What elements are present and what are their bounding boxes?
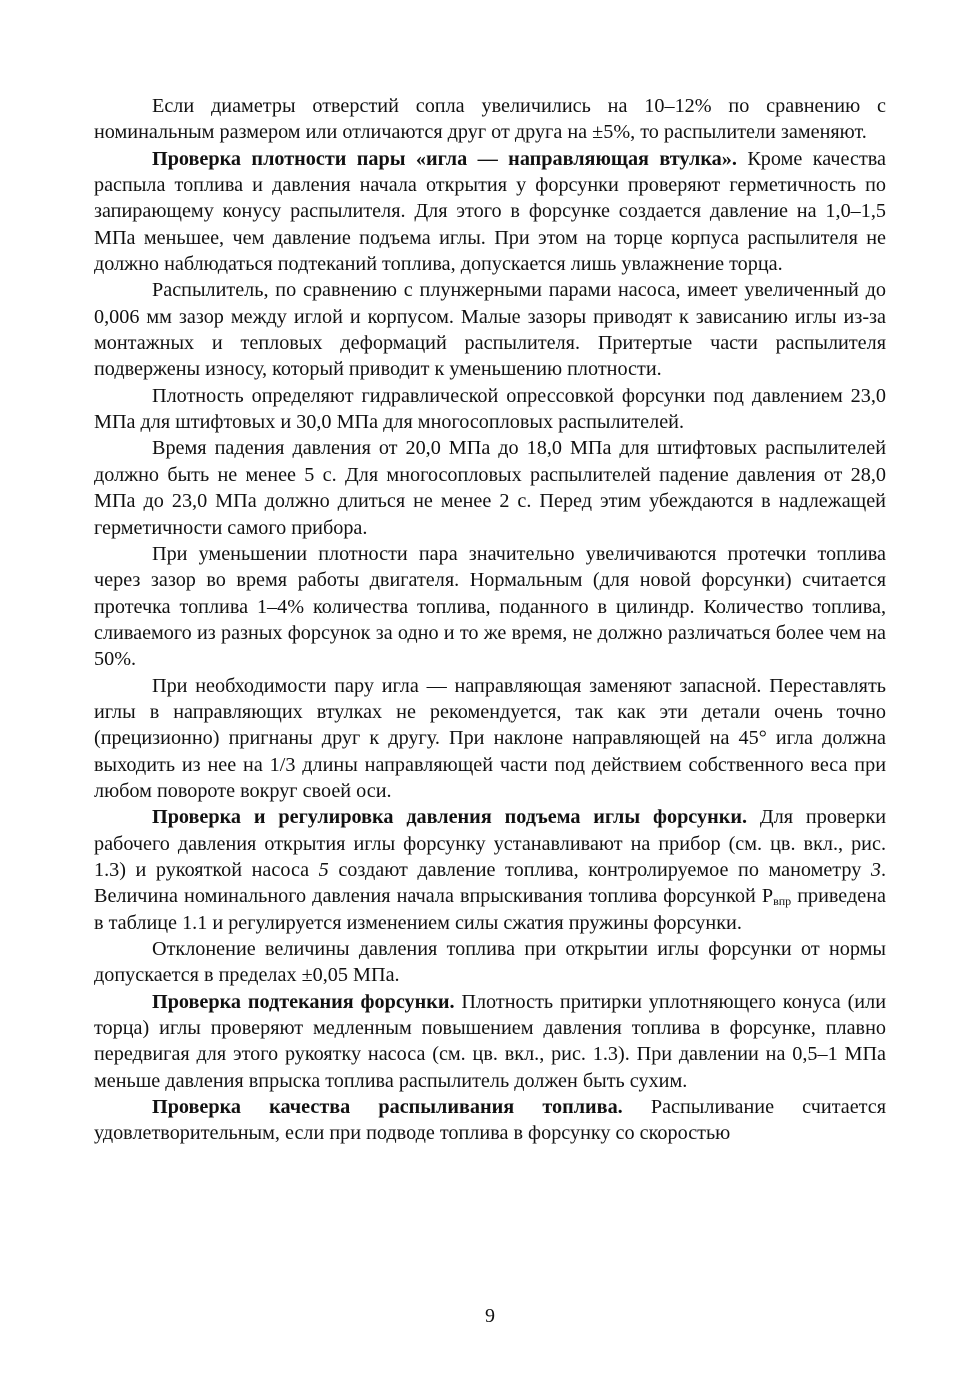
paragraph-heading: Проверка и регулировка давления подъема иглы форсунки. — [152, 806, 748, 829]
paragraph-opening-pressure — [94, 804, 886, 936]
paragraph-fuel-leakage — [94, 541, 886, 673]
page-number: 9 — [485, 1305, 495, 1327]
paragraph-spray-quality — [94, 1094, 886, 1147]
paragraph-text: Плотность определяют гидравлической опрессовкой форсунки под давлением 23,0 МПа для штифтовых и 30,0 МПа для многосопловых распылителей. — [94, 384, 886, 434]
paragraph-text: При уменьшении плотности пара значительно увеличиваются протечки топлива через зазор во время работы двигателя. Нормальным (для новой форсунки) считается протечка топлива 1–4% количества топлива, поданного в цилиндр. Количество топлива, сливаемого из разных форсунок за одно и то же время, не должно различаться более чем на 50%. — [94, 542, 886, 671]
paragraph-text: При необходимости пару игла — направляющая заменяют запасной. Переставлять иглы в направляющих втулках не рекомендуется, так как эти детали очень точно (прецизионно) пригнаны друг к другу. При наклоне направляющей на 45° игла должна выходить из нее на 1/3 длины направляющей части под действием собственного веса при любом повороте вокруг своей оси. — [94, 674, 886, 802]
paragraph-sprayer-gap — [94, 277, 886, 382]
paragraph-needle-pair-tightness — [94, 146, 886, 278]
paragraph-density-test — [94, 383, 886, 436]
paragraph-pressure-drop-time — [94, 435, 886, 540]
document-page — [94, 93, 886, 1147]
paragraph-text: создают давление топлива, контролируемое по манометру — [328, 858, 871, 881]
manometer-number: 3 — [870, 858, 881, 881]
paragraph-heading: Проверка плотности пары «игла — направляющая втулка». — [152, 147, 737, 170]
paragraph-text: Кроме качества распыла топлива и давления начала открытия у форсунки проверяют герметичность по запирающему конусу распылителя. Для этого в форсунке создается давление на 1,0–1,5 МПа меньшее, чем давление подъема иглы. При этом на торце корпуса распылителя не должно наблюдаться подтеканий топлива, допускается лишь увлажнение торца. — [94, 147, 886, 276]
paragraph-text: Для проверки рабочего давления открытия иглы форсунку устанавливают на прибор (см. цв. вкл., рис. 1.3) и рукояткой насоса — [94, 806, 886, 881]
injection-pressure-subscript: впр — [773, 894, 792, 909]
paragraph-text: Распылитель, по сравнению с плунжерными парами насоса, имеет увеличенный до 0,006 мм зазор между иглой и корпусом. Малые зазоры приводят к зависанию иглы из-за монтажных и тепловых деформаций распылителя. Притертые части распылителя подвержены износу, который приводит к уменьшению плотности. — [94, 279, 886, 381]
paragraph-text: Распыливание считается удовлетворительным, если при подводе топлива в форсунку со скоростью — [94, 1096, 886, 1145]
paragraph-text: приведена в таблице 1.1 и регулируется изменением силы сжатия пружины форсунки. — [94, 885, 886, 934]
paragraph-heading: Проверка подтекания форсунки. — [152, 990, 455, 1013]
paragraph-needle-replacement — [94, 673, 886, 805]
paragraph-leakage-check — [94, 989, 886, 1094]
paragraph-text: Отклонение величины давления топлива при открытии иглы форсунки от нормы допускается в пределах ±0,05 МПа. — [94, 938, 886, 987]
paragraph-heading: Проверка качества распыливания топлива. — [152, 1096, 623, 1119]
paragraph-text: . Величина номинального давления начала впрыскивания топлива форсункой Р — [94, 858, 886, 908]
paragraph-text: Если диаметры отверстий сопла увеличились на 10–12% по сравнению с номинальным размером или отличаются друг от друга на ±5%, то распылители заменяют. — [94, 95, 886, 144]
paragraph-text: Плотность притирки уплотняющего конуса (или торца) иглы проверяют медленным повышением давления топлива в форсунке, плавно передвигая для этого рукоятку насоса (см. цв. вкл., рис. 1.3). При давлении на 0,5–1 МПа меньше давления впрыска топлива распылитель должен быть сухим. — [94, 990, 886, 1092]
paragraph-pressure-deviation — [94, 936, 886, 989]
paragraph-nozzle-diameter — [94, 93, 886, 146]
paragraph-text: Время падения давления от 20,0 МПа до 18,0 МПа для штифтовых распылителей должно быть не менее 5 с. Для многосопловых распылителей падение давления от 28,0 МПа до 23,0 МПа должно длиться не менее 2 с. Перед этим убеждаются в надлежащей герметичности самого прибора. — [94, 437, 886, 539]
pump-handle-number: 5 — [318, 858, 329, 881]
